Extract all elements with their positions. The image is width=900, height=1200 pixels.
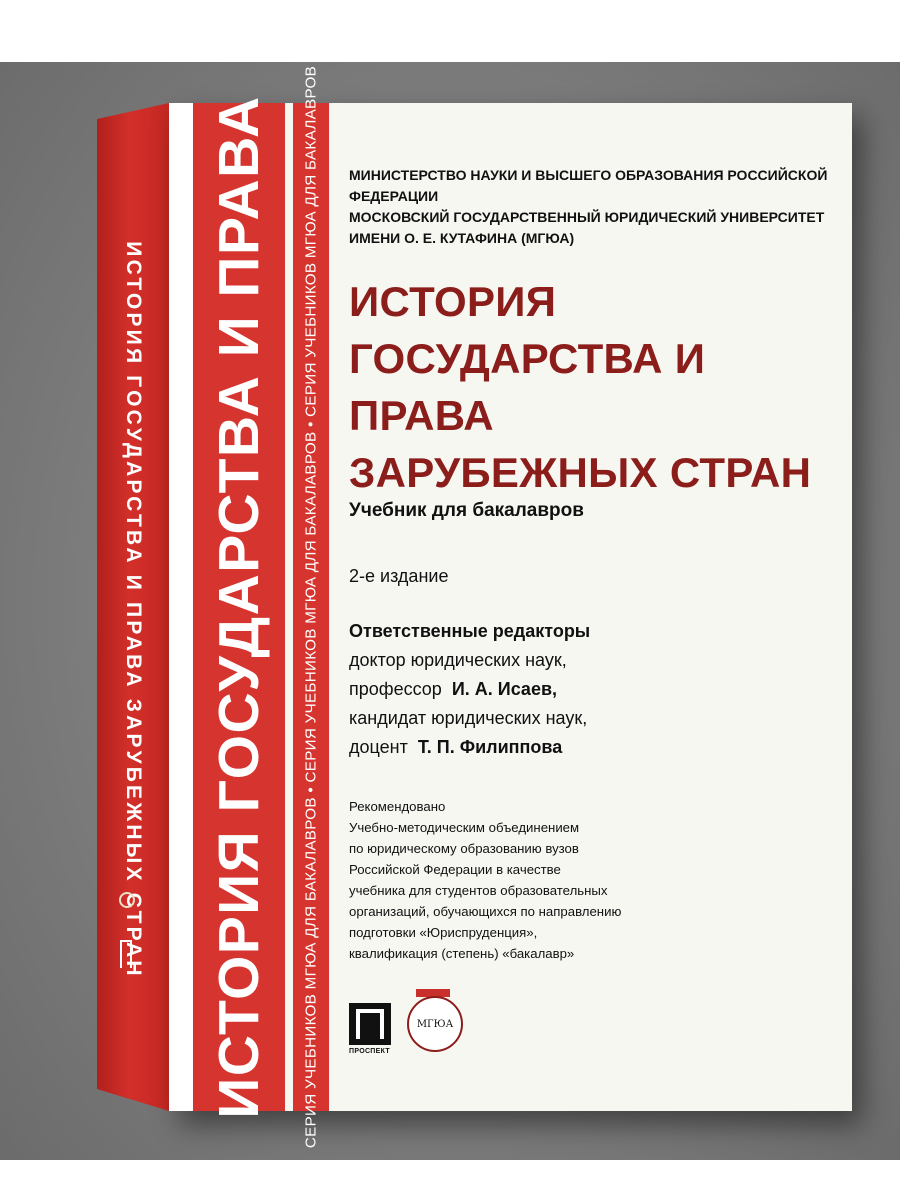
editors-heading: Ответственные редакторы xyxy=(349,621,591,641)
title-line: ЗАРУБЕЖНЫХ СТРАН xyxy=(349,449,812,496)
publisher-logo-mark xyxy=(356,1009,384,1039)
recommendation-line: Рекомендовано xyxy=(349,799,446,814)
editor-name: И. А. Исаев, xyxy=(451,679,558,699)
university-logo-text: МГЮА xyxy=(416,1018,454,1030)
editor-degree: доктор юридических наук, xyxy=(349,650,567,670)
spine-publisher-logo-icon xyxy=(120,940,132,968)
publisher-logo-icon xyxy=(349,1003,391,1045)
recommendation-line: квалификация (степень) «бакалавр» xyxy=(349,946,575,961)
book-title xyxy=(349,273,849,501)
publisher-name: ПРОСПЕКТ xyxy=(349,1048,390,1055)
spine-university-logo-icon xyxy=(119,892,135,908)
recommendation-text xyxy=(349,796,621,964)
title-line: ГОСУДАРСТВА И ПРАВА xyxy=(349,335,706,439)
ministry-line: МИНИСТЕРСТВО НАУКИ И ВЫСШЕГО ОБРАЗОВАНИЯ РОССИЙСКОЙ ФЕДЕРАЦИИ xyxy=(349,167,828,204)
recommendation-line: Учебно-методическим объединением xyxy=(349,820,580,835)
editor-title: доцент xyxy=(349,737,408,757)
editor-line xyxy=(349,679,557,700)
cover-series-text: СЕРИЯ УЧЕБНИКОВ МГЮА ДЛЯ БАКАЛАВРОВ • СЕРИЯ УЧЕБНИКОВ МГЮА ДЛЯ БАКАЛАВРОВ • СЕРИЯ УЧЕБНИКОВ МГЮА ДЛЯ БАКАЛАВРОВ xyxy=(302,65,320,1149)
university-name-line: ИМЕНИ О. Е. КУТАФИНА (МГЮА) xyxy=(349,230,575,246)
spine-title: ИСТОРИЯ ГОСУДАРСТВА И ПРАВА ЗАРУБЕЖНЫХ СТРАН xyxy=(122,241,145,979)
editor-line xyxy=(349,650,567,671)
recommendation-line: Российской Федерации в качестве xyxy=(349,862,561,877)
editor-line xyxy=(349,708,587,729)
university-line: МОСКОВСКИЙ ГОСУДАРСТВЕННЫЙ ЮРИДИЧЕСКИЙ УНИВЕРСИТЕТ xyxy=(349,209,825,225)
cover-band-divider xyxy=(285,103,293,1111)
cover-edge-strip xyxy=(169,103,193,1111)
edition-label: 2-е издание xyxy=(349,566,449,586)
editor-degree: кандидат юридических наук, xyxy=(349,708,588,728)
cover-band-title: ИСТОРИЯ ГОСУДАРСТВА И ПРАВА xyxy=(207,95,271,1119)
recommendation-line: по юридическому образованию вузов xyxy=(349,841,579,856)
background-bottom-band xyxy=(0,1160,900,1200)
recommendation-line: организаций, обучающихся по направлению xyxy=(349,904,622,919)
book-subtitle: Учебник для бакалавров xyxy=(349,500,584,521)
recommendation-line: подготовки «Юриспруденция», xyxy=(349,925,538,940)
university-logo-icon xyxy=(407,996,463,1052)
cover-content xyxy=(349,103,849,1111)
editor-title: профессор xyxy=(349,679,442,699)
editor-line xyxy=(349,737,562,758)
title-line: ИСТОРИЯ xyxy=(349,278,557,325)
editor-name: Т. П. Филиппова xyxy=(417,737,563,757)
book-front-cover xyxy=(169,65,852,1149)
background-top-band xyxy=(0,0,900,62)
recommendation-line: учебника для студентов образовательных xyxy=(349,883,608,898)
ministry-header xyxy=(349,165,849,249)
spine-text-area xyxy=(100,130,166,1090)
